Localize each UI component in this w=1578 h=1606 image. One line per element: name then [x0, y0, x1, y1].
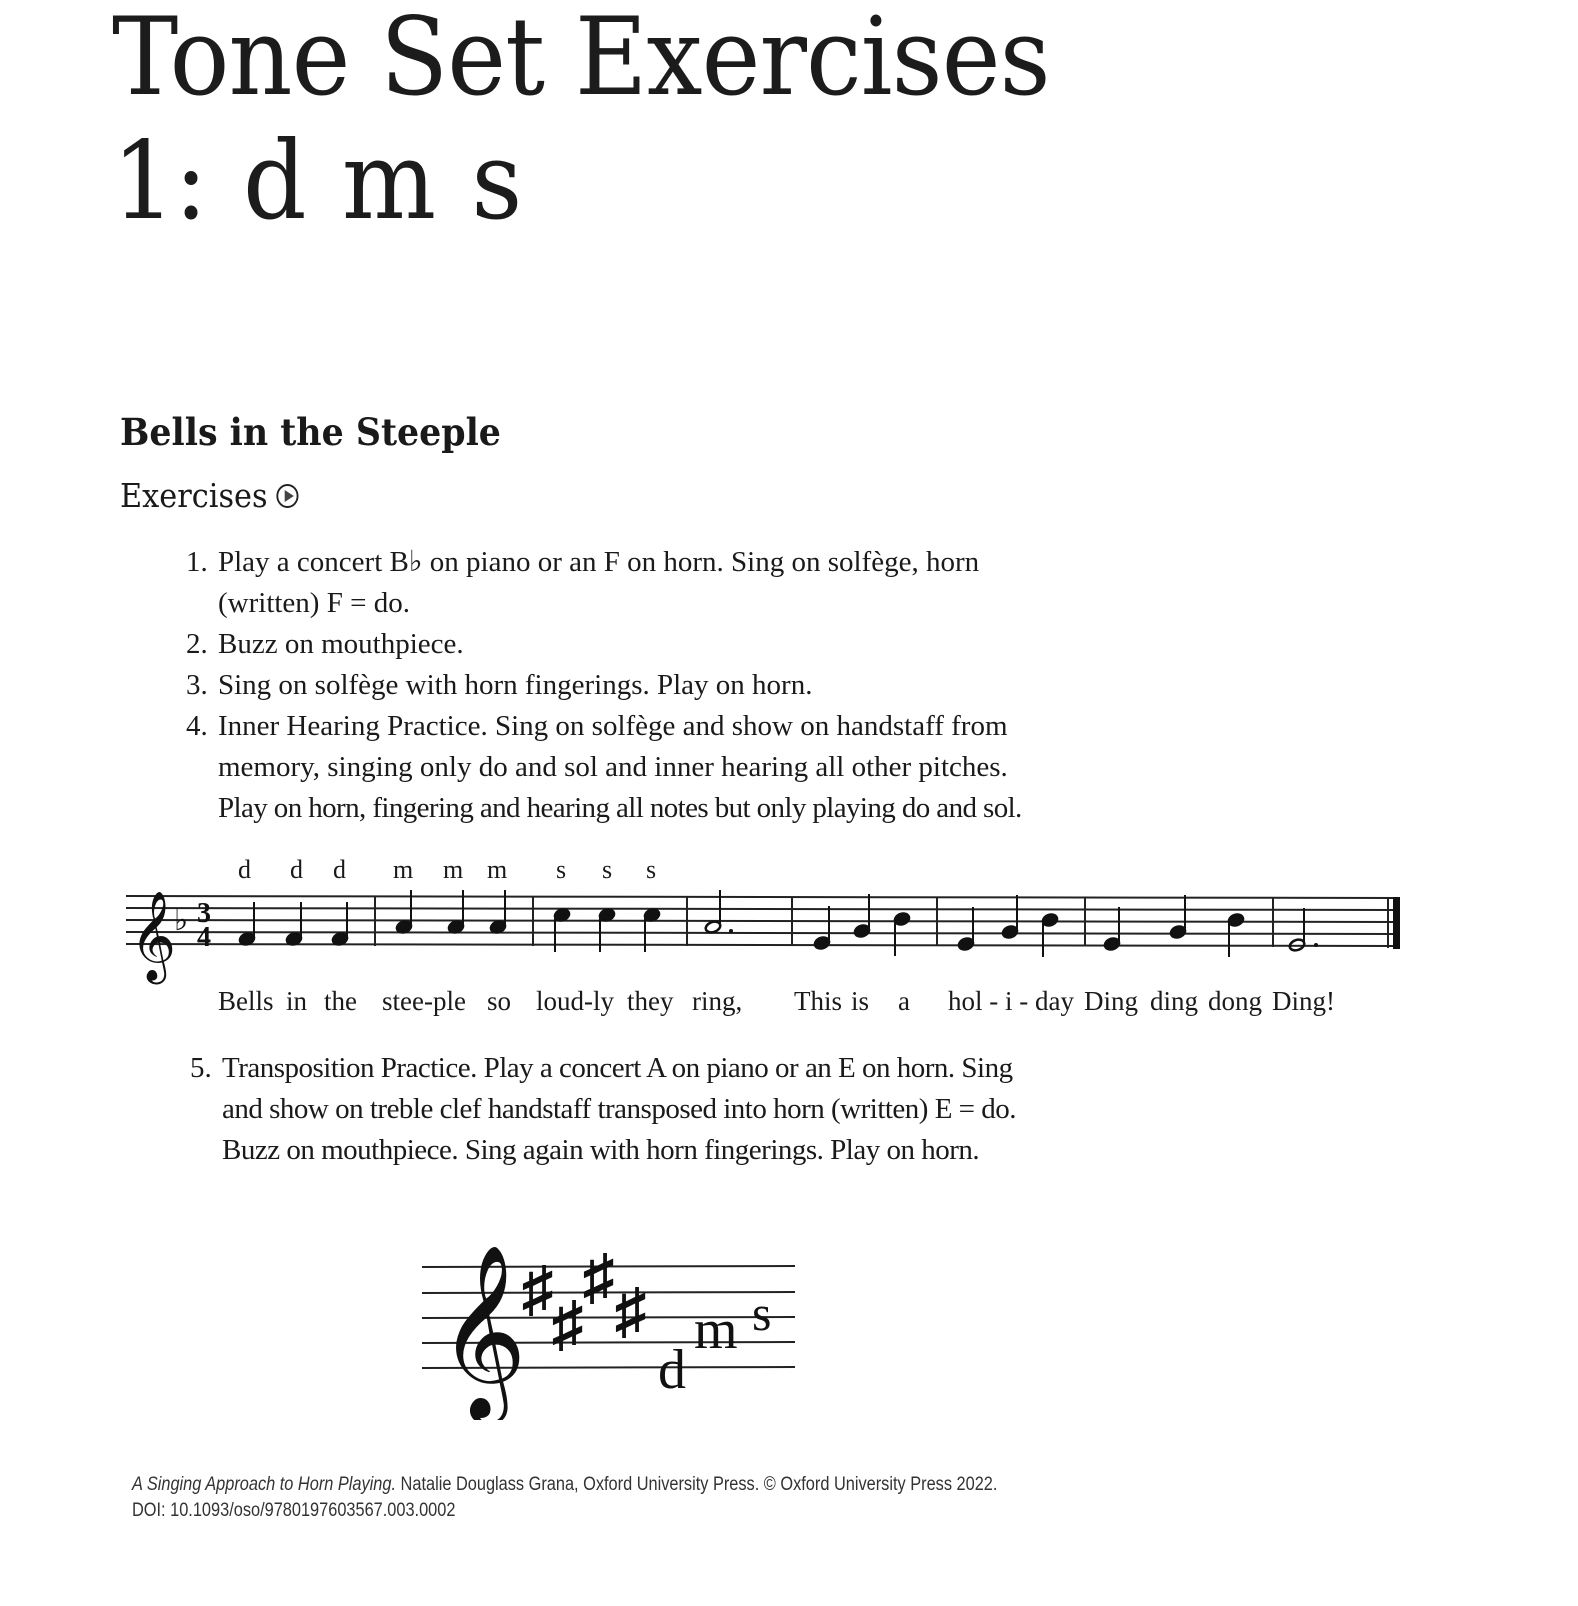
- exercise-text: Sing on solfège with horn fingerings. Play on horn.: [218, 669, 813, 701]
- treble-clef-icon: 𝄞: [130, 892, 177, 979]
- exercise-list: [186, 542, 1086, 829]
- lyric-syllable: This: [794, 986, 843, 1016]
- time-sig-bottom: 4: [197, 922, 211, 953]
- lyric-syllable: ding: [1150, 986, 1199, 1016]
- lyric-syllable: a: [898, 986, 910, 1016]
- book-title: A Singing Approach to Horn Playing.: [132, 1474, 397, 1495]
- sharp-sign-icon: ♯: [552, 1291, 583, 1359]
- tone-label-sol: s: [752, 1285, 772, 1341]
- exercise-item-2: [186, 624, 1086, 665]
- treble-clef-icon: 𝄞: [438, 1249, 527, 1415]
- solfege-label: d: [238, 855, 251, 884]
- exercise-text: Transposition Practice. Play a concert A on piano or an E on horn. Sing: [222, 1052, 1013, 1084]
- lyric-syllable: stee-ple: [382, 986, 466, 1016]
- exercise-item-1: [186, 542, 1086, 624]
- exercises-heading: [120, 476, 299, 515]
- exercise-item-5: [190, 1048, 1080, 1171]
- sharp-sign-icon: ♯: [615, 1278, 646, 1346]
- citation-line: [132, 1474, 997, 1496]
- sharp-sign-icon: ♯: [583, 1244, 614, 1312]
- page-title: Tone Set Exercises: [112, 0, 1050, 120]
- time-sig-top: 3: [197, 898, 211, 929]
- exercise-number: 4.: [186, 710, 208, 742]
- lyric-syllable: the: [324, 986, 357, 1016]
- solfege-label: d: [333, 855, 346, 884]
- exercise-item-4: [186, 706, 1086, 829]
- lyric-syllable: is: [851, 986, 870, 1016]
- solfege-label: m: [487, 855, 508, 884]
- exercise-item-3: [186, 665, 1086, 706]
- lyric-syllable: Ding!: [1272, 986, 1335, 1016]
- solfege-label: m: [443, 855, 464, 884]
- tone-label-mi: m: [694, 1299, 738, 1361]
- exercise-text: Inner Hearing Practice. Sing on solfège and show on handstaff from: [218, 710, 1008, 742]
- citation-text: Natalie Douglass Grana, Oxford University Press. © Oxford University Press 2022.: [396, 1474, 998, 1495]
- transposed-staff: [400, 1210, 820, 1420]
- solfege-label: s: [556, 855, 567, 884]
- exercise-text: Play a concert B♭ on piano or an F on horn. Sing on solfège, horn: [218, 546, 980, 578]
- sharp-sign-icon: ♯: [522, 1256, 553, 1324]
- exercise-text: (written) F = do.: [218, 587, 410, 619]
- lyric-syllable: so: [487, 986, 512, 1016]
- lyric-syllable: Bells: [218, 986, 274, 1016]
- exercise-number: 5.: [190, 1052, 212, 1084]
- lyric-syllable: they: [627, 986, 674, 1016]
- lyric-syllable: Ding: [1084, 986, 1138, 1016]
- music-staff: [0, 880, 1578, 990]
- page-subtitle: 1: d m s: [112, 119, 522, 244]
- flat-sign-icon: ♭: [174, 904, 189, 937]
- exercise-number: 2.: [186, 628, 208, 660]
- exercise-list-continued: [190, 1048, 1080, 1171]
- exercise-text: Buzz on mouthpiece. Sing again with horn fingerings. Play on horn.: [222, 1134, 980, 1166]
- exercise-number: 1.: [186, 546, 208, 578]
- exercise-number: 3.: [186, 669, 208, 701]
- exercises-label: Exercises: [120, 476, 268, 515]
- lyric-syllable: loud-ly: [536, 986, 614, 1016]
- exercise-text: Buzz on mouthpiece.: [218, 628, 464, 660]
- tone-label-do: d: [658, 1339, 686, 1401]
- solfege-label: s: [646, 855, 657, 884]
- lyric-syllable: ring,: [692, 986, 743, 1016]
- exercise-text: memory, singing only do and sol and inner hearing all other pitches.: [218, 751, 1008, 783]
- lyric-syllable: in: [286, 986, 308, 1016]
- solfege-label: m: [393, 855, 414, 884]
- song-title: Bells in the Steeple: [120, 410, 501, 454]
- exercise-text: Play on horn, fingering and hearing all notes but only playing do and sol.: [218, 792, 1022, 824]
- solfege-label: s: [602, 855, 613, 884]
- exercise-text: and show on treble clef handstaff transposed into horn (written) E = do.: [222, 1093, 1017, 1125]
- lyric-syllable: dong: [1208, 986, 1262, 1016]
- doi-line: DOI: 10.1093/oso/9780197603567.003.0002: [132, 1500, 456, 1521]
- play-circle-icon[interactable]: [277, 484, 299, 508]
- lyric-syllable: hol - i - day: [948, 986, 1074, 1016]
- solfege-label: d: [290, 855, 303, 884]
